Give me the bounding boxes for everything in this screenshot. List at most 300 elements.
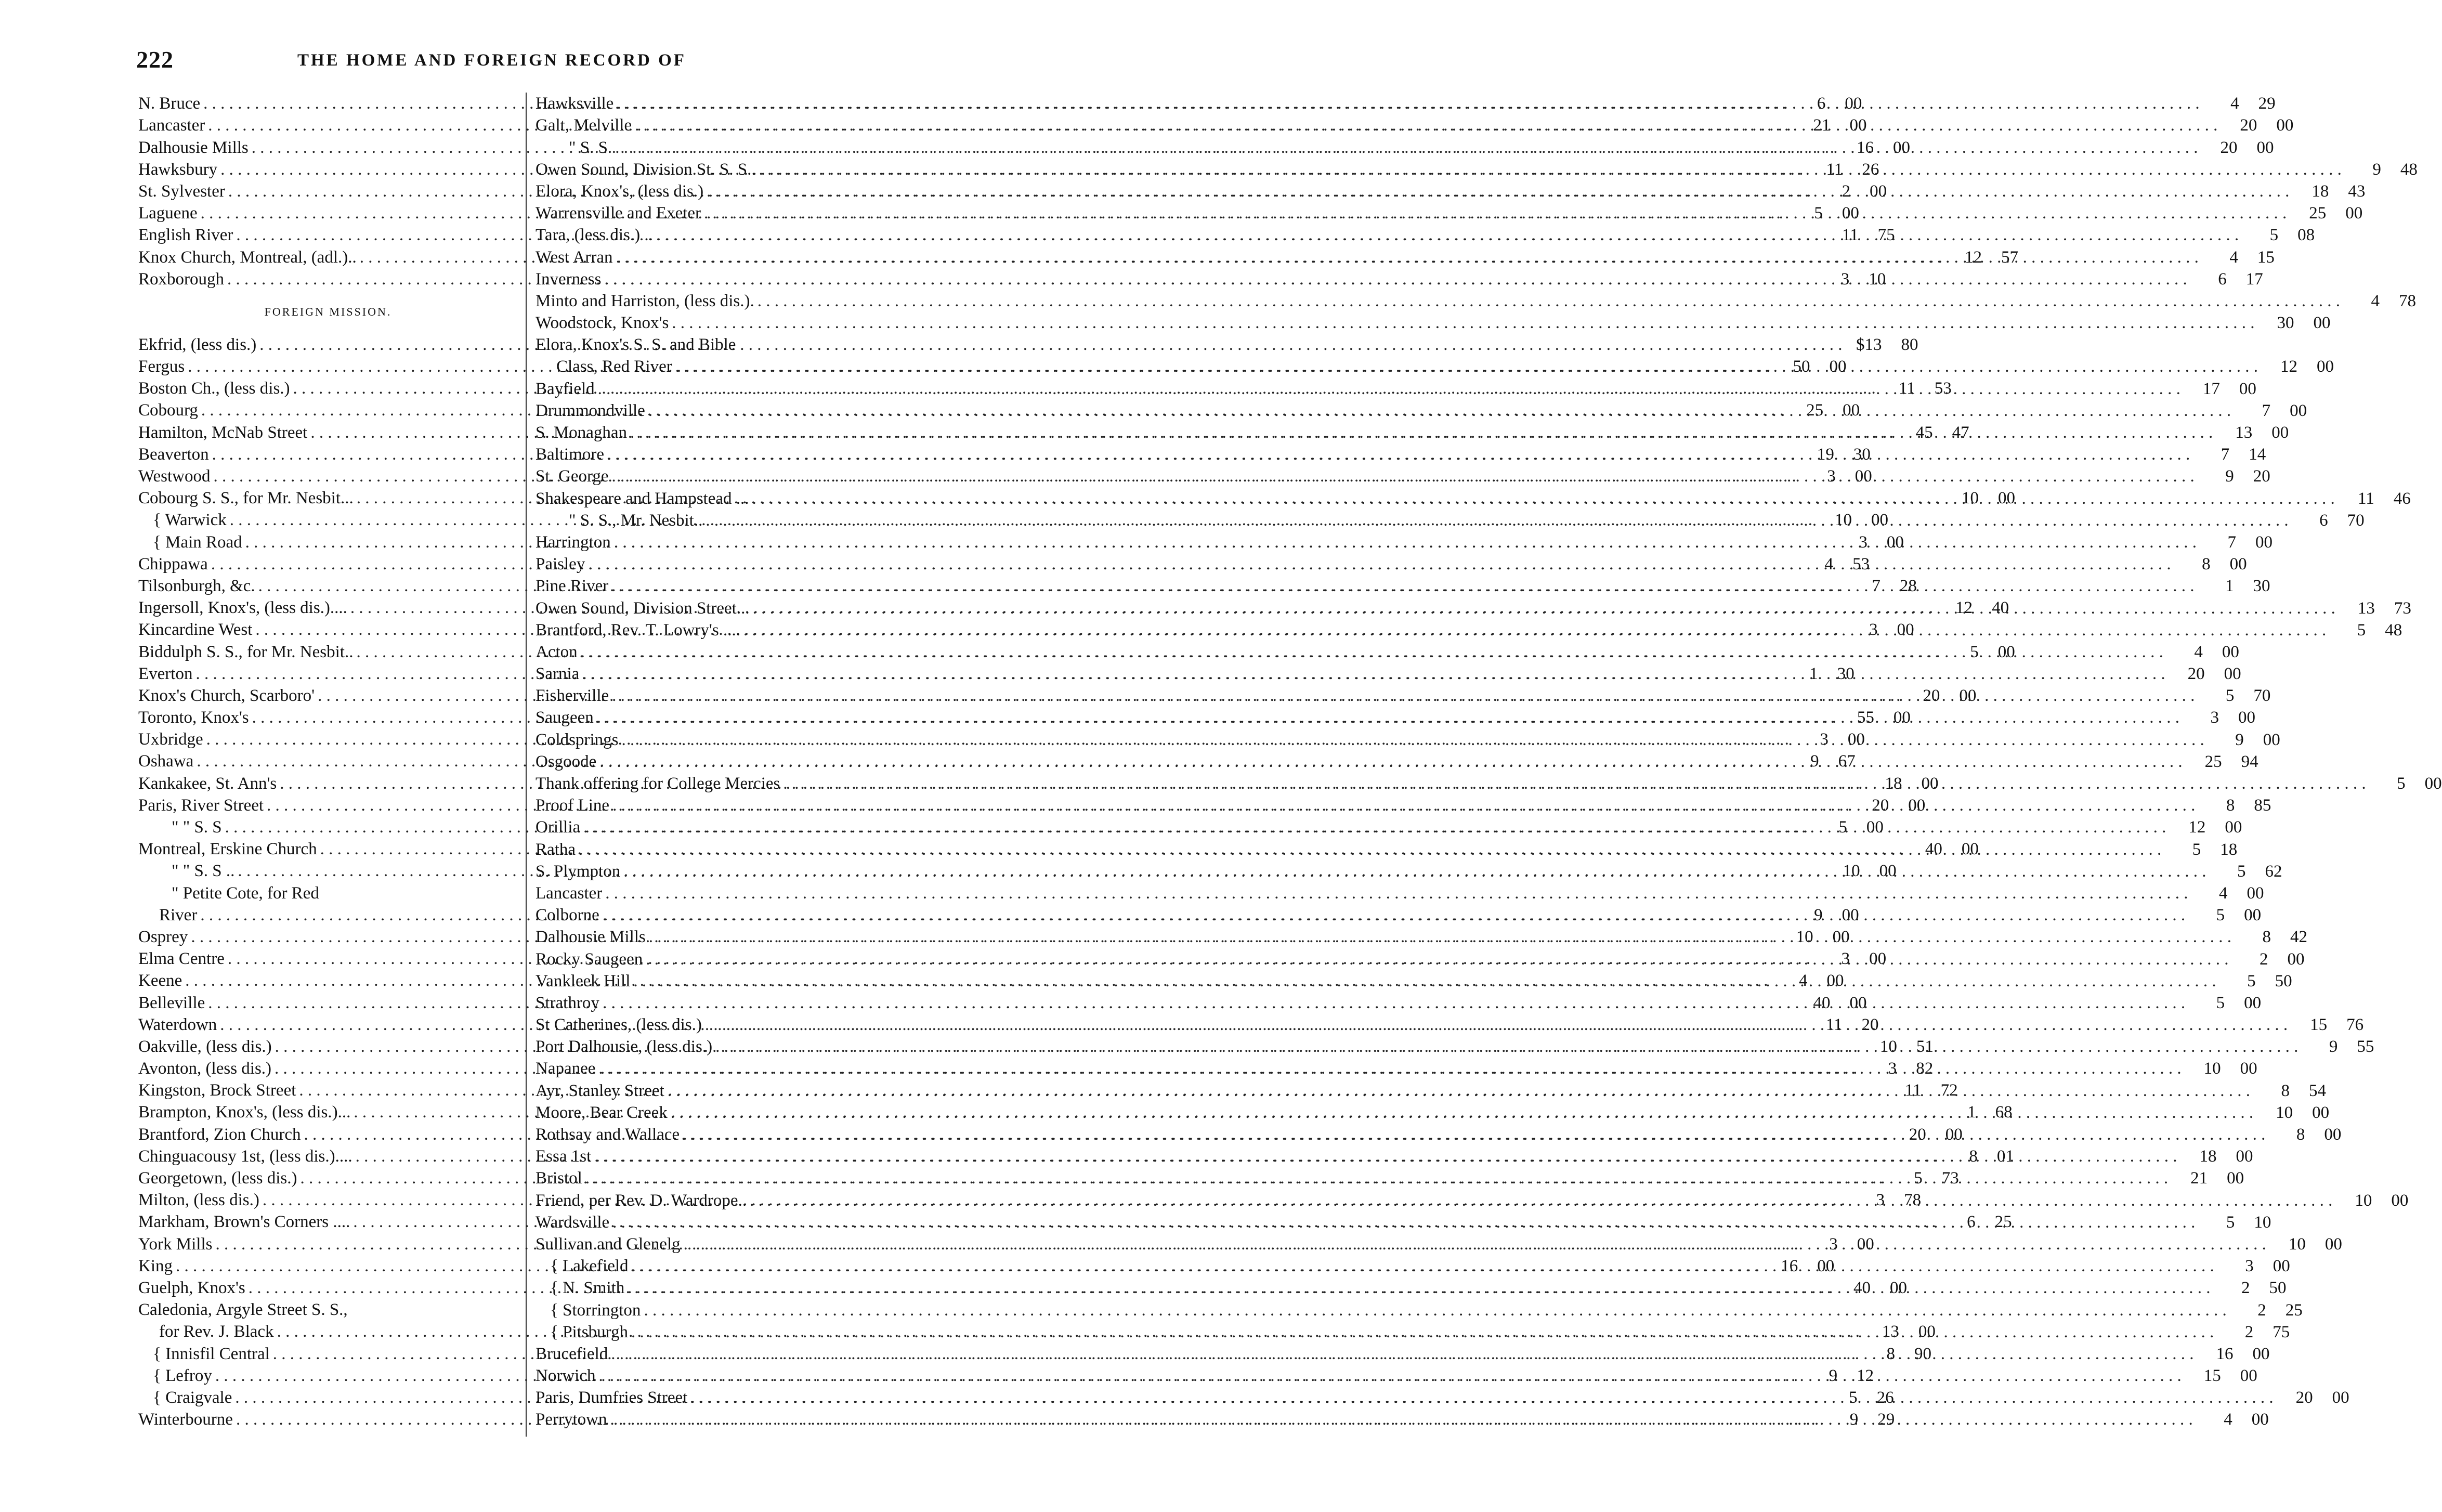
entry-cents: 00 <box>2225 818 2242 837</box>
entry-dollars: 10 <box>2355 1191 2372 1210</box>
entry-name: Chippawa <box>138 554 208 573</box>
dot-leader <box>759 159 2342 180</box>
entry-name: " S. S., Mr. Nesbit.. <box>569 511 703 530</box>
entry-name: Knox Church, Montreal, (adl.).. <box>138 247 357 267</box>
dot-leader <box>752 488 2335 510</box>
entry-cents: 00 <box>2240 1366 2257 1386</box>
entry-dollars: 7 <box>2227 532 2237 552</box>
entry-dollars: 4 <box>2224 1410 2232 1429</box>
entry-cents: 00 <box>2252 1344 2270 1363</box>
entry-name: Guelph, Knox's <box>138 1278 245 1297</box>
entry-cents: 00 <box>1945 1125 1963 1144</box>
entry-name: Georgetown, (less dis.) <box>138 1169 297 1188</box>
list-item <box>536 728 2280 750</box>
entry-dollars: 4 <box>1824 554 1834 573</box>
entry-dollars: 16 <box>1781 1256 1798 1275</box>
entry-cents: 00 <box>1893 708 1911 727</box>
dot-leader <box>259 334 1842 356</box>
entry-name: Chinguacousy 1st, (less dis.).... <box>138 1146 352 1166</box>
dot-leader <box>632 1255 2214 1277</box>
entry-dollars: 40 <box>1853 1278 1871 1297</box>
entry-name: Vankleek Hill <box>536 971 631 990</box>
entry-cents: 00 <box>1869 949 1887 969</box>
entry-cents: 00 <box>2312 1103 2330 1122</box>
entry-cents: 40 <box>1992 598 2009 618</box>
entry-dollars: 4 <box>2371 291 2380 310</box>
entry-dollars: 17 <box>2202 379 2220 398</box>
entry-cents: 17 <box>2245 269 2263 289</box>
entry-cents: 00 <box>2287 949 2305 969</box>
entry-dollars: 2 <box>2244 1322 2254 1341</box>
entry-name: Ratha <box>536 840 576 859</box>
entry-cents: 20 <box>2253 467 2270 486</box>
entry-name: York Mills <box>138 1234 213 1254</box>
entry-dollars: 4 <box>2194 642 2203 661</box>
dot-leader <box>753 597 2335 619</box>
entry-name: Brampton, Knox's, (less dis.)... <box>138 1103 351 1122</box>
entry-cents: 00 <box>2251 1410 2269 1429</box>
entry-name: Paris, Dumfries Street <box>536 1388 688 1407</box>
dot-leader <box>683 1124 2265 1145</box>
dot-leader <box>668 1080 2250 1102</box>
entry-dollars: 6 <box>2319 511 2328 530</box>
entry-name: Westwood <box>138 467 211 486</box>
entry-dollars: 20 <box>2295 1388 2313 1407</box>
entry-name: Orillia <box>536 818 581 837</box>
entry-dollars: 9 <box>1814 905 1823 924</box>
dot-leader <box>604 268 2187 290</box>
entry-cents: 08 <box>2297 226 2315 245</box>
entry-name: King <box>138 1256 173 1275</box>
entry-dollars: 4 <box>1799 971 1808 990</box>
entry-name: Owen Sound, Division Street... <box>536 598 750 618</box>
entry-cents: 00 <box>1918 1322 1936 1341</box>
entry-name: Ayr, Stanley Street <box>536 1081 664 1100</box>
entry-cents: 00 <box>2222 642 2239 661</box>
entry-name: Brantford, Rev. T. Lowry's .... <box>536 620 740 640</box>
entry-name: { N. Smith <box>550 1279 625 1298</box>
entry-cents: 00 <box>2276 116 2294 135</box>
list-item <box>536 1299 2303 1321</box>
entry-name: S. Plympton <box>536 862 621 881</box>
entry-dollars: 5 <box>2216 993 2225 1012</box>
entry-dollars: 5 <box>1849 1388 1858 1407</box>
dot-leader <box>706 510 2288 531</box>
entry-name: Sarnia <box>536 664 580 684</box>
entry-cents: 00 <box>1897 620 1914 640</box>
entry-name: Paris, River Street <box>138 796 264 815</box>
entry-name: Fisherville <box>536 686 609 706</box>
entry-cents: 00 <box>1842 204 1859 223</box>
entry-name: { Storrington <box>550 1300 641 1320</box>
entry-cents: 00 <box>2332 1388 2349 1407</box>
entry-cents: 00 <box>1843 401 1860 420</box>
entry-dollars: 3 <box>1829 1234 1838 1254</box>
dot-leader <box>603 992 2185 1014</box>
entry-name: Hamilton, McNab Street <box>138 423 308 442</box>
entry-cents: 00 <box>2244 993 2262 1012</box>
entry-name: Keene <box>138 971 182 990</box>
entry-name: Bayfield <box>536 379 595 398</box>
entry-name: Bristol <box>536 1169 582 1188</box>
entry-dollars: 5 <box>2216 906 2225 925</box>
entry-dollars: 25 <box>2204 752 2222 771</box>
entry-name: Uxbridge <box>138 730 203 749</box>
entry-name: { Lefroy <box>153 1366 212 1385</box>
entry-cents: 25 <box>1994 1213 2012 1232</box>
entry-cents: 00 <box>1870 181 1887 201</box>
entry-name: Proof Line <box>536 796 610 815</box>
dot-leader <box>644 1299 2226 1321</box>
entry-cents: 57 <box>2001 247 2018 267</box>
dot-leader <box>631 1321 2214 1343</box>
entry-cents: 90 <box>1914 1344 1932 1363</box>
entry-cents: 00 <box>2316 357 2334 376</box>
dot-leader <box>612 465 2195 487</box>
entry-name: Montreal, Erskine Church <box>138 840 317 859</box>
dot-leader <box>594 1145 2177 1167</box>
dot-leader <box>599 751 2182 773</box>
entry-name: N. Bruce <box>138 94 201 113</box>
entry-name: Tara, (less dis.) .. <box>536 226 653 245</box>
entry-dollars: 5 <box>1914 1169 1923 1188</box>
entry-dollars: 8 <box>2226 796 2235 815</box>
entry-dollars: 4 <box>2219 883 2228 903</box>
entry-name: Inverness <box>536 269 602 289</box>
entry-cents: 76 <box>2346 1015 2364 1035</box>
entry-cents: 00 <box>2424 774 2442 793</box>
entry-cents: 51 <box>1916 1037 1934 1056</box>
entry-dollars: 11 <box>1826 160 1843 179</box>
entry-cents: 55 <box>2357 1037 2374 1057</box>
page-number: 222 <box>136 46 174 73</box>
entry-name: Norwich <box>536 1366 596 1386</box>
entry-name: Pine River <box>536 577 609 596</box>
entry-dollars: 8 <box>1886 1344 1896 1363</box>
list-item <box>536 1233 2342 1255</box>
entry-cents: 78 <box>1904 1191 1922 1210</box>
entry-name: Rocky Saugeen <box>536 949 643 969</box>
entry-name: Toronto, Knox's <box>138 708 249 727</box>
entry-dollars: 16 <box>1857 138 1874 157</box>
entry-dollars: 10 <box>2203 1059 2221 1078</box>
list-item <box>536 290 2416 312</box>
entry-name: St Catherines, (less dis.) <box>536 1015 702 1035</box>
entry-name: S. Monaghan <box>536 423 627 442</box>
entry-dollars: 10 <box>1796 927 1813 946</box>
entry-dollars: 3 <box>1841 949 1850 969</box>
entry-name: Strathroy <box>536 993 599 1012</box>
entry-cents: 00 <box>1886 532 1904 552</box>
entry-cents: 00 <box>2391 1191 2409 1210</box>
entry-dollars: 1 <box>1967 1103 1976 1122</box>
entry-name: Ekfrid, (less dis.) <box>138 335 257 354</box>
entry-dollars: 3 <box>1840 269 1850 289</box>
entry-cents: 00 <box>1866 818 1884 837</box>
dot-leader <box>612 1211 2195 1233</box>
entry-dollars: 8 <box>2281 1081 2290 1100</box>
dot-leader <box>588 553 2171 575</box>
entry-dollars: 45 <box>1915 423 1933 442</box>
entry-cents: 00 <box>2238 708 2256 727</box>
entry-dollars: 5 <box>2192 840 2201 859</box>
entry-name: Galt, Melville <box>536 116 632 135</box>
entry-name: Friend, per Rev. D. Wardrope.. <box>536 1191 747 1210</box>
entry-dollars: 10 <box>2276 1103 2293 1122</box>
list-item <box>536 904 2262 926</box>
entry-name: Essa 1st <box>536 1147 592 1166</box>
entry-name: Elma Centre <box>138 949 225 969</box>
entry-cents: 94 <box>2241 752 2258 771</box>
entry-name: Drummondville <box>536 401 645 420</box>
entry-name: Port Dalhousie, (less dis.) <box>536 1037 713 1057</box>
entry-name: Kincardine West <box>138 620 253 640</box>
entry-cents: 72 <box>1940 1081 1958 1100</box>
entry-cents: 00 <box>2236 1147 2253 1166</box>
entry-cents: 00 <box>2227 1169 2244 1188</box>
entry-name: Avonton, (less dis.) <box>138 1059 272 1078</box>
entry-name: West Arran <box>536 247 613 267</box>
entry-cents: 73 <box>1941 1169 1959 1188</box>
entry-cents: 00 <box>2247 883 2264 903</box>
entry-dollars: 5 <box>2237 862 2246 881</box>
entry-cents: 50 <box>2275 971 2292 990</box>
entry-name: Fergus <box>138 357 185 376</box>
entry-name: " S. S. <box>569 138 612 157</box>
dot-leader <box>579 839 2161 861</box>
entry-name: Saugeen <box>536 708 594 727</box>
entry-name: " " S. S .. <box>172 862 235 881</box>
entry-dollars: 20 <box>2240 116 2257 135</box>
entry-cents: 70 <box>2347 511 2365 530</box>
entry-dollars: 7 <box>1872 576 1881 595</box>
dot-leader <box>656 224 2239 246</box>
entry-cents: 00 <box>1959 686 1977 705</box>
entry-cents: 26 <box>1876 1388 1894 1407</box>
entry-dollars: 9 <box>2372 160 2381 179</box>
entry-cents: 68 <box>1995 1103 2013 1122</box>
list-item <box>536 312 2331 334</box>
entry-dollars: 12 <box>1965 247 1982 267</box>
entry-cents: 01 <box>1996 1146 2014 1166</box>
entry-cents: 00 <box>1908 796 1926 815</box>
entry-cents: 12 <box>1857 1366 1874 1385</box>
entry-cents: 00 <box>1879 862 1897 881</box>
entry-cents: 26 <box>1862 160 1879 179</box>
entry-dollars: 25 <box>2309 204 2327 223</box>
entry-dollars: 5 <box>2357 620 2366 640</box>
entry-cents: 48 <box>2385 620 2402 640</box>
entry-cents: 20 <box>1861 1015 1879 1034</box>
entry-dollars: 12 <box>1955 598 1973 618</box>
entry-name: Osprey <box>138 927 188 946</box>
entry-cents: 00 <box>1845 94 1862 113</box>
dot-leader <box>611 1343 2193 1365</box>
dot-leader <box>684 1233 2266 1255</box>
entry-dollars: 5 <box>2269 226 2279 245</box>
entry-cents: 62 <box>2265 862 2282 881</box>
entry-cents: 00 <box>2255 532 2273 552</box>
entry-name: Brucefield <box>536 1344 608 1363</box>
entry-dollars: $13 <box>1856 335 1882 354</box>
entry-dollars: 11 <box>2358 489 2374 508</box>
dot-leader <box>612 794 2195 816</box>
dot-leader <box>585 1167 2168 1189</box>
entry-name: Hawksville <box>536 94 614 113</box>
entry-name: Caledonia, Argyle Street S. S., <box>138 1300 348 1320</box>
entry-cents: 70 <box>2253 686 2271 706</box>
entry-dollars: 40 <box>1813 993 1831 1012</box>
entry-name: Harrington <box>536 532 611 552</box>
entry-dollars: 2 <box>2257 1300 2266 1320</box>
dot-leader <box>646 948 2228 970</box>
dot-leader <box>623 861 2206 882</box>
entry-cents: 00 <box>2345 204 2363 223</box>
entry-dollars: 18 <box>1885 774 1902 793</box>
entry-cents: 25 <box>2285 1300 2303 1320</box>
entry-cents: 80 <box>1901 335 1918 354</box>
entry-dollars: 11 <box>1904 1081 1922 1100</box>
entry-name: " Petite Cote, for Red <box>172 883 319 903</box>
entry-name: Lancaster <box>138 116 205 135</box>
entry-dollars: 6 <box>1967 1213 1976 1232</box>
entry-cents: 00 <box>2313 314 2331 333</box>
entry-cents: 00 <box>1832 927 1850 946</box>
dot-leader <box>705 1014 2288 1036</box>
entry-dollars: 20 <box>2187 664 2205 684</box>
dot-leader <box>633 970 2216 992</box>
entry-name: Beaverton <box>138 445 209 464</box>
entry-dollars: 10 <box>1962 489 1979 508</box>
entry-dollars: 9 <box>2225 467 2234 486</box>
entry-name: Sullivan and Glenelg <box>536 1234 681 1254</box>
entry-cents: 29 <box>2258 94 2276 113</box>
entry-name: Brantford, Zion Church <box>138 1125 301 1144</box>
entry-dollars: 3 <box>2245 1257 2254 1276</box>
entry-dollars: 21 <box>2190 1169 2208 1188</box>
entry-dollars: 5 <box>1814 204 1823 223</box>
entry-name: Baltimore <box>536 445 604 464</box>
entry-dollars: 5 <box>2225 686 2235 706</box>
dot-leader <box>743 619 2326 641</box>
entry-name: Kingston, Brock Street <box>138 1081 296 1100</box>
entry-cents: 67 <box>1838 752 1856 771</box>
dot-leader <box>783 773 2366 794</box>
entry-name: { Craigvale <box>153 1388 232 1407</box>
entry-cents: 46 <box>2393 489 2411 508</box>
entry-cents: 00 <box>2224 664 2241 684</box>
list-item <box>536 882 2264 904</box>
entry-cents: 00 <box>2229 555 2247 574</box>
dot-leader <box>758 290 2340 312</box>
dot-leader <box>715 1036 2298 1058</box>
dot-leader <box>649 926 2231 948</box>
entry-name: Roxborough <box>138 269 224 289</box>
entry-dollars: 16 <box>2216 1344 2234 1363</box>
entry-cents: 00 <box>1890 1278 1908 1297</box>
entry-name: Coldsprings <box>536 730 619 749</box>
entry-name: Winterbourne <box>138 1410 233 1429</box>
entry-name: { Main Road <box>153 532 242 552</box>
dot-leader <box>597 707 2179 728</box>
entry-name: Oakville, (less dis.) <box>138 1037 272 1056</box>
entry-dollars: 1 <box>2225 577 2234 596</box>
section-heading: FOREIGN MISSION. <box>264 305 392 318</box>
entry-dollars: 10 <box>1879 1037 1897 1056</box>
entry-dollars: 9 <box>2329 1037 2338 1057</box>
entry-name: Elora, Knox's S. S. and Bible <box>536 335 736 355</box>
entry-cents: 15 <box>2257 247 2275 267</box>
entry-cents: 54 <box>2308 1081 2326 1100</box>
entry-cents: 30 <box>1837 664 1855 683</box>
entry-name: { Innisfil Central <box>153 1344 270 1363</box>
entry-cents: 00 <box>1893 138 1910 157</box>
entry-cents: 10 <box>1869 269 1886 289</box>
entry-dollars: 20 <box>1923 686 1940 705</box>
dot-leader <box>616 246 2199 268</box>
entry-name: Biddulph S. S., for Mr. Nesbit.. <box>138 642 354 661</box>
entry-cents: 00 <box>2271 423 2289 442</box>
entry-dollars: 5 <box>1838 818 1847 837</box>
entry-cents: 00 <box>1857 1234 1874 1254</box>
entry-dollars: 7 <box>2221 445 2230 464</box>
entry-cents: 48 <box>2400 160 2418 179</box>
dot-leader <box>671 1102 2253 1124</box>
running-title: THE HOME AND FOREIGN RECORD OF <box>297 51 686 70</box>
entry-name: { Warwick <box>153 511 227 530</box>
entry-name: Milton, (less dis.) <box>138 1191 259 1210</box>
dot-leader <box>648 400 2231 422</box>
entry-dollars: 25 <box>1806 401 1824 420</box>
entry-name: Minto and Harriston, (less dis.). <box>536 291 754 310</box>
entry-name: Waterdown <box>138 1015 217 1034</box>
entry-dollars: 12 <box>2188 818 2206 837</box>
entry-name: Acton <box>536 642 578 661</box>
entry-cents: 00 <box>1826 971 1844 990</box>
entry-dollars: 3 <box>1820 730 1829 749</box>
entry-cents: 00 <box>2244 906 2262 925</box>
entry-name: River <box>159 905 198 924</box>
entry-name: Ingersoll, Knox's, (less dis.).... <box>138 598 347 618</box>
entry-cents: 42 <box>2290 928 2307 947</box>
entry-dollars: 9 <box>2235 730 2244 749</box>
entry-dollars: 8 <box>1969 1146 1978 1166</box>
dot-leader <box>750 1190 2332 1211</box>
entry-cents: 78 <box>2398 291 2416 310</box>
entry-dollars: 7 <box>2262 401 2271 420</box>
list-item <box>536 531 2273 553</box>
entry-dollars: 21 <box>1813 116 1831 135</box>
entry-name: St. Sylvester <box>138 181 225 201</box>
list-item <box>536 948 2305 970</box>
entry-cents: 00 <box>2273 1257 2290 1276</box>
entry-cents: 00 <box>1855 467 1872 486</box>
entry-name: Woodstock, Knox's <box>536 314 669 333</box>
dot-leader <box>635 114 2217 136</box>
dot-leader <box>603 904 2185 926</box>
page-header <box>136 46 916 77</box>
dot-leader <box>630 422 2213 444</box>
entry-cents: 29 <box>1877 1410 1895 1429</box>
entry-dollars: 9 <box>1810 752 1819 771</box>
entry-cents: 00 <box>1849 993 1867 1012</box>
dot-leader <box>628 1277 2210 1299</box>
list-item <box>536 334 912 356</box>
entry-dollars: 40 <box>1925 840 1942 859</box>
entry-name: Knox's Church, Scarboro' <box>138 686 315 705</box>
entry-name: Cobourg S. S., for Mr. Nesbit... <box>138 489 354 508</box>
entry-cents: 00 <box>1847 730 1865 749</box>
